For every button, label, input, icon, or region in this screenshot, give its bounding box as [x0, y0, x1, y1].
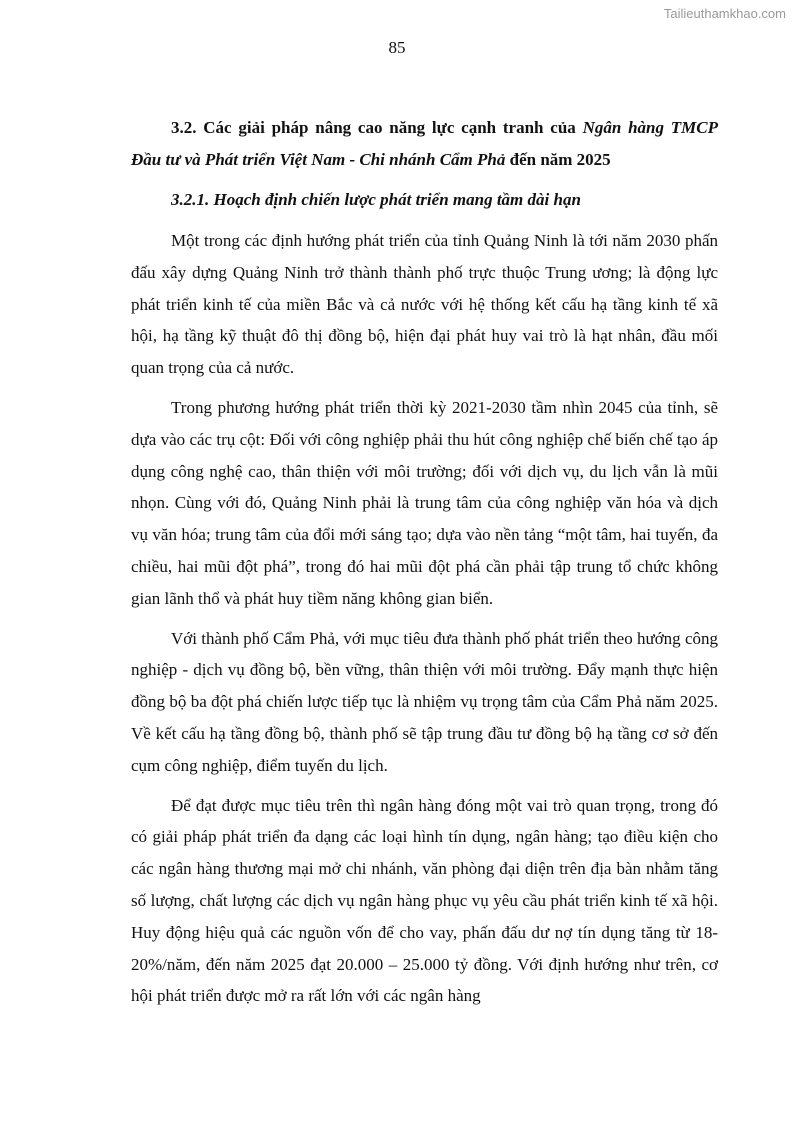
section-heading-tail: đến năm 2025 — [505, 150, 611, 169]
subsection-heading: 3.2.1. Hoạch định chiến lược phát triển mang tầm dài hạn — [171, 190, 581, 209]
section-heading — [131, 112, 718, 176]
paragraph-4: Để đạt được mục tiêu trên thì ngân hàng đóng một vai trò quan trọng, trong đó có giải pháp phát triển đa dạng các loại hình tín dụng, ngân hàng; tạo điều kiện cho các ngân hàng thương mại mở chi nhánh, văn phòng đại diện trên địa bàn nhằm tăng số lượng, chất lượng các dịch vụ ngân hàng phục vụ yêu cầu phát triển kinh tế xã hội. Huy động hiệu quả các nguồn vốn để cho vay, phấn đấu dư nợ tín dụng tăng từ 18- 20%/năm, đến năm 2025 đạt 20.000 – 25.000 tỷ đồng. Với định hướng như trên, cơ hội phát triển được mở ra rất lớn với các ngân hàng — [131, 795, 718, 1006]
page-number: 85 — [388, 38, 406, 57]
section-heading-text: 3.2. Các giải pháp nâng cao năng lực cạnh tranh của — [171, 118, 583, 137]
document-body — [131, 112, 718, 1012]
paragraph-1: Một trong các định hướng phát triển của tỉnh Quảng Ninh là tới năm 2030 phấn đấu xây dựng Quảng Ninh trở thành thành phố trực thuộc Trung ương; là động lực phát triển kinh tế của miền Bắc và cả nước với hệ thống kết cấu hạ tầng kinh tế xã hội, hạ tầng kỹ thuật đô thị đồng bộ, hiện đại phát huy vai trò là hạt nhân, đầu mối quan trọng của cả nước. — [131, 231, 718, 378]
paragraph-2: Trong phương hướng phát triển thời kỳ 2021-2030 tầm nhìn 2045 của tỉnh, sẽ dựa vào các trụ cột: Đối với công nghiệp phải thu hút công nghiệp chế biến chế tạo áp dụng công nghệ cao, thân thiện với môi trường; đối với dịch vụ, du lịch vẫn là mũi nhọn. Cùng với đó, Quảng Ninh phải là trung tâm của công nghiệp văn hóa và dịch vụ văn hóa; trung tâm của đổi mới sáng tạo; dựa vào nền tảng “một tâm, hai tuyến, đa chiều, hai mũi đột phá”, trong đó hai mũi đột phá cần phải tập trung tổ chức không gian lãnh thổ và phát huy tiềm năng không gian biển. — [131, 397, 718, 608]
section-heading-italic: Ngân hàng TMCP Đầu tư và Phát triển Việt Nam - Chi nhánh Cẩm Phả — [131, 118, 718, 169]
watermark: Tailieuthamkhao.com — [663, 6, 786, 21]
paragraph-3: Với thành phố Cẩm Phả, với mục tiêu đưa thành phố phát triển theo hướng công nghiệp - dịch vụ đồng bộ, bền vững, thân thiện với môi trường. Đẩy mạnh thực hiện đồng bộ ba đột phá chiến lược tiếp tục là nhiệm vụ trọng tâm của Cẩm Phả năm 2025. Về kết cấu hạ tầng đồng bộ, thành phố sẽ tập trung đầu tư đồng bộ hạ tầng cơ sở đến cụm công nghiệp, điểm tuyến du lịch. — [131, 628, 718, 775]
